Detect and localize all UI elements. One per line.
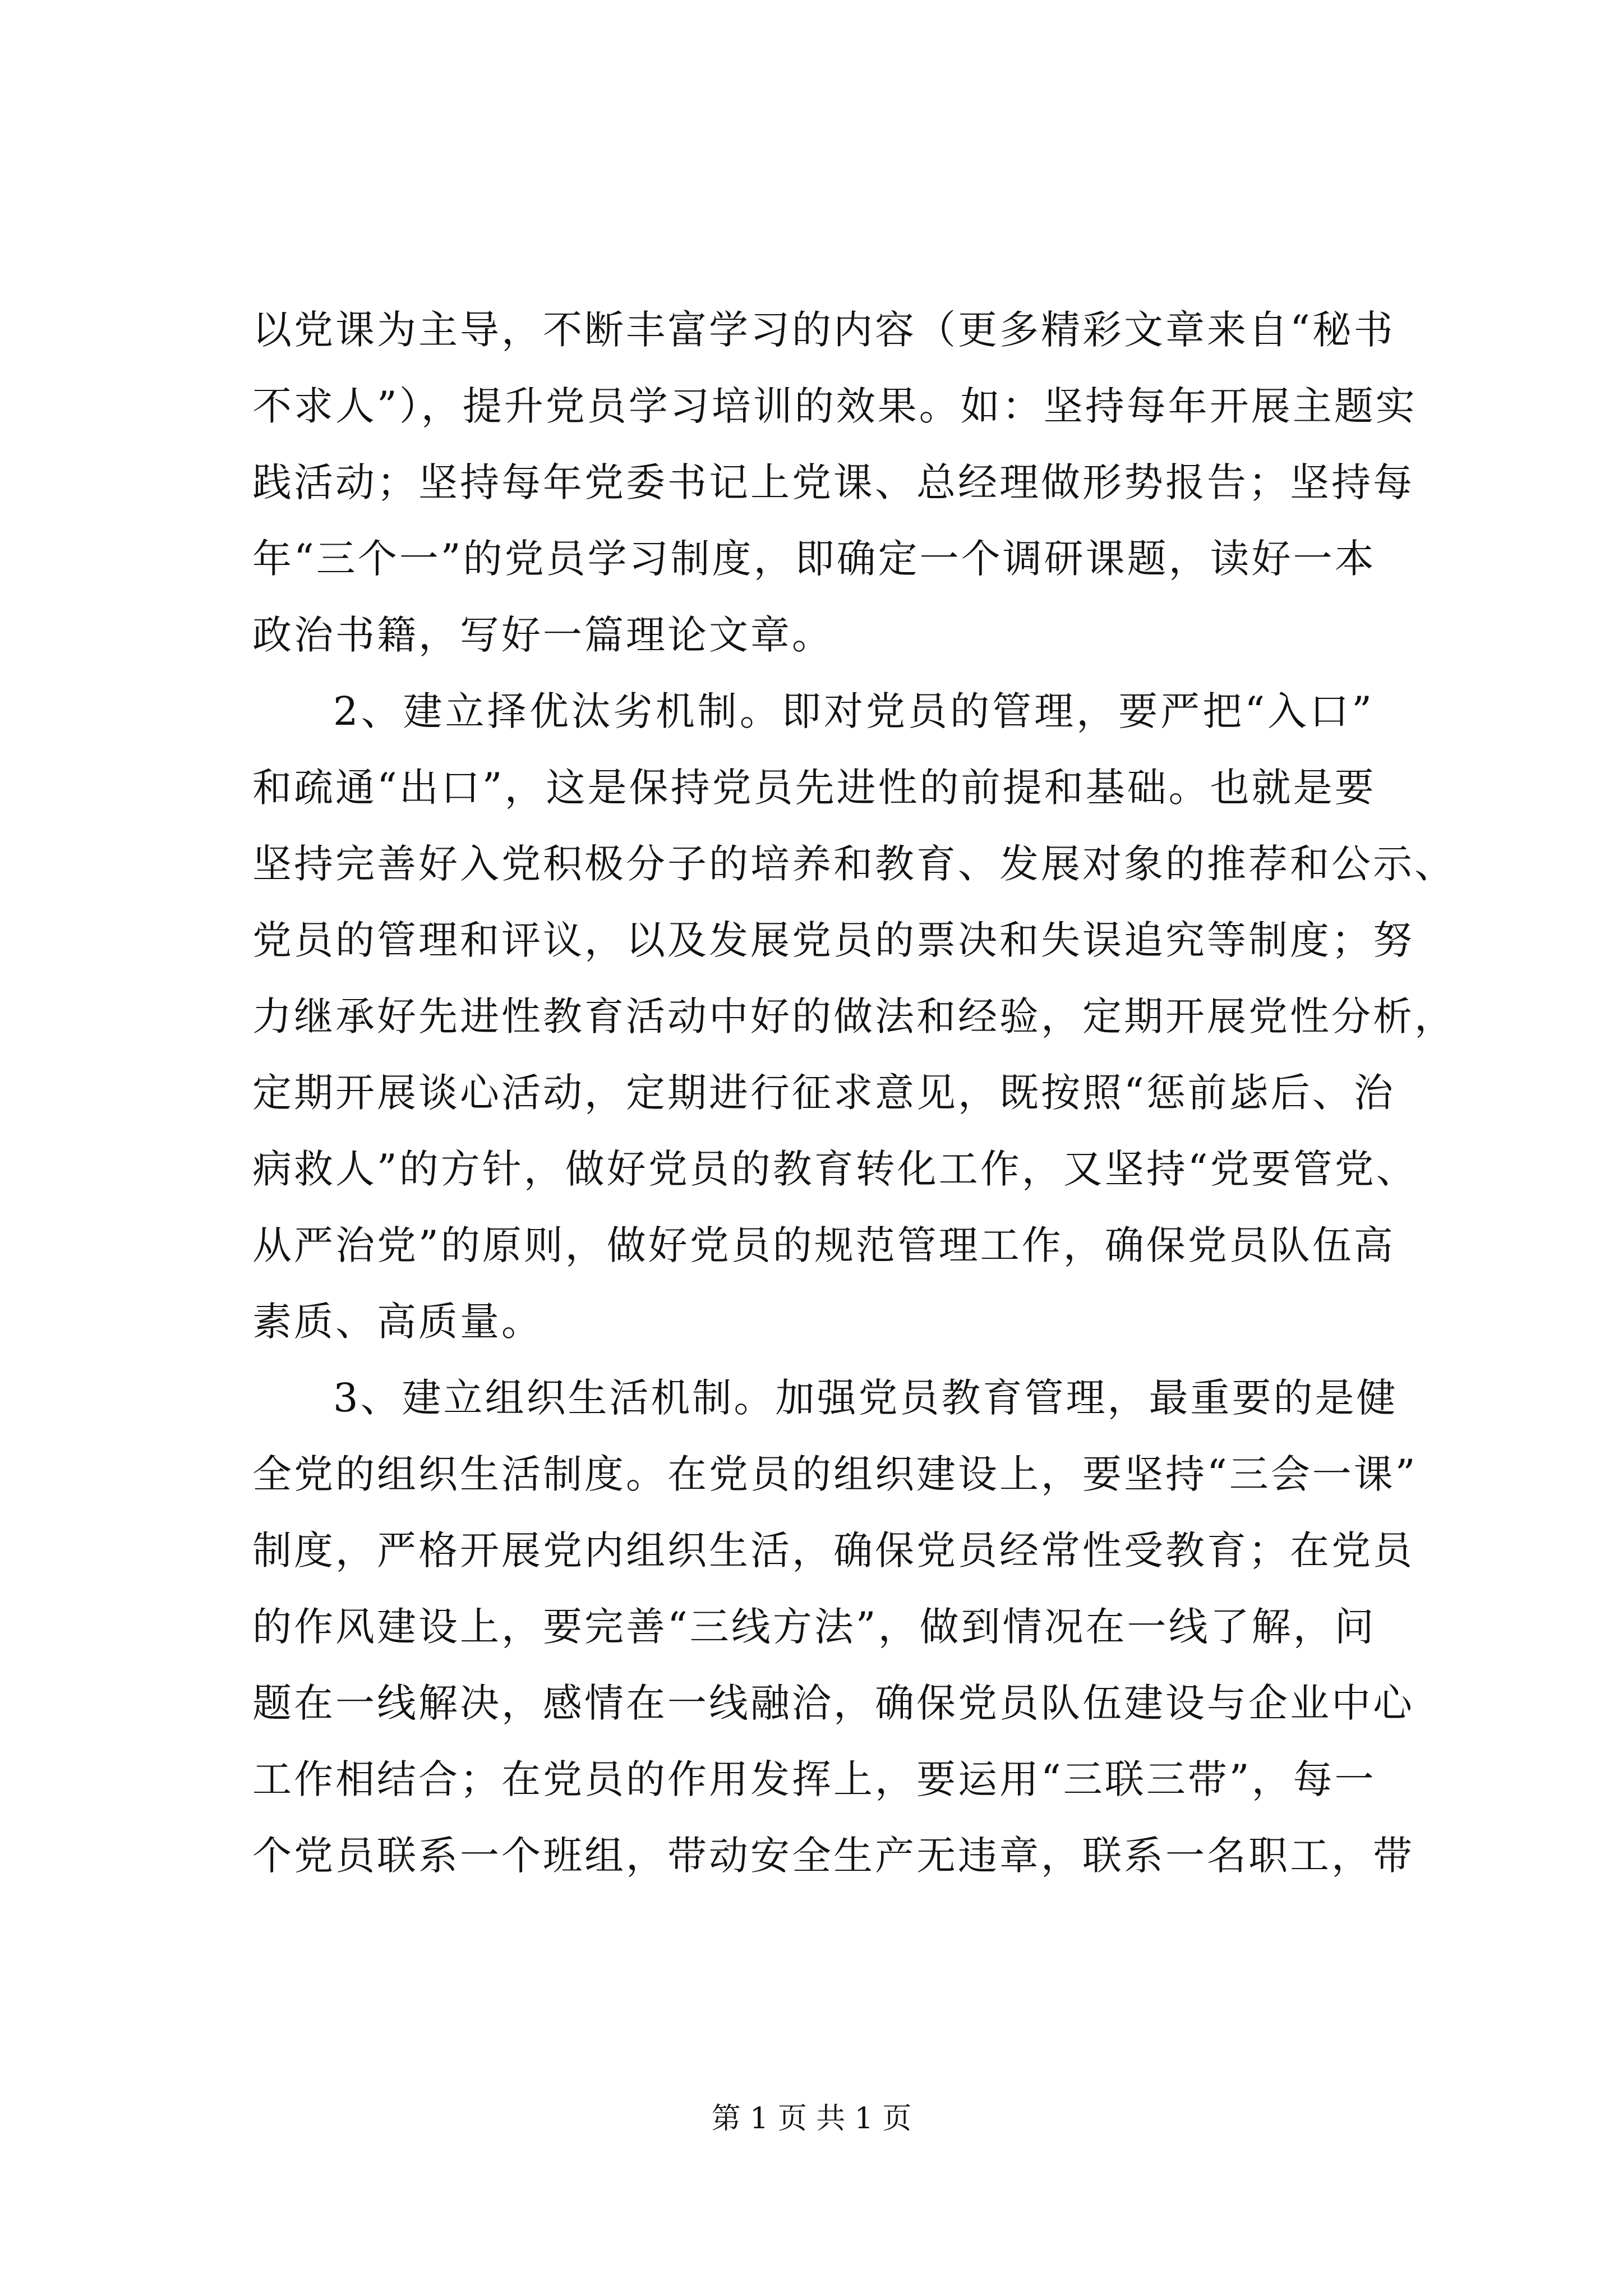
text-line: 定期开展谈心活动，定期进行征求意见，既按照“惩前毖后、治 (252, 1070, 1395, 1116)
paragraph-first-line: 3、建立组织生活机制。加强党员教育管理，最重要的是健 (333, 1375, 1398, 1421)
text-line: 不求人”），提升党员学习培训的效果。如：坚持每年开展主题实 (252, 383, 1417, 429)
text-line: 力继承好先进性教育活动中好的做法和经验，定期开展党性分析， (252, 993, 1456, 1039)
text-line: 制度，严格开展党内组织生活，确保党员经常性受教育；在党员 (252, 1527, 1414, 1573)
text-line: 以党课为主导，不断丰富学习的内容（更多精彩文章来自“秘书 (252, 307, 1395, 353)
text-line: 和疏通“出口”，这是保持党员先进性的前提和基础。也就是要 (252, 765, 1376, 811)
text-line: 病救人”的方针，做好党员的教育转化工作，又坚持“党要管党、 (252, 1146, 1418, 1192)
text-line: 个党员联系一个班组，带动安全生产无违章，联系一名职工，带 (252, 1833, 1414, 1879)
text-line: 素质、高质量。 (252, 1299, 543, 1345)
page-number-footer: 第 1 页 共 1 页 (711, 2102, 912, 2136)
text-line: 从严治党”的原则，做好党员的规范管理工作，确保党员队伍高 (252, 1222, 1395, 1268)
text-line: 工作相结合；在党员的作用发挥上，要运用“三联三带”，每一 (252, 1756, 1376, 1802)
text-line: 践活动；坚持每年党委书记上党课、总经理做形势报告；坚持每 (252, 459, 1414, 505)
text-line: 题在一线解决，感情在一线融洽，确保党员队伍建设与企业中心 (252, 1680, 1414, 1726)
text-line: 年“三个一”的党员学习制度，即确定一个调研课题，读好一本 (252, 536, 1376, 582)
text-line: 全党的组织生活制度。在党员的组织建设上，要坚持“三会一课” (252, 1451, 1418, 1497)
text-line: 政治书籍，写好一篇理论文章。 (252, 612, 833, 658)
body-text (252, 292, 1456, 1894)
text-line: 党员的管理和评议，以及发展党员的票决和失误追究等制度；努 (252, 917, 1414, 963)
text-line: 坚持完善好入党积极分子的培养和教育、发展对象的推荐和公示、 (252, 841, 1456, 887)
text-line: 的作风建设上，要完善“三线方法”，做到情况在一线了解，问 (252, 1604, 1376, 1650)
paragraph-first-line: 2、建立择优汰劣机制。即对党员的管理，要严把“入口” (333, 688, 1374, 734)
